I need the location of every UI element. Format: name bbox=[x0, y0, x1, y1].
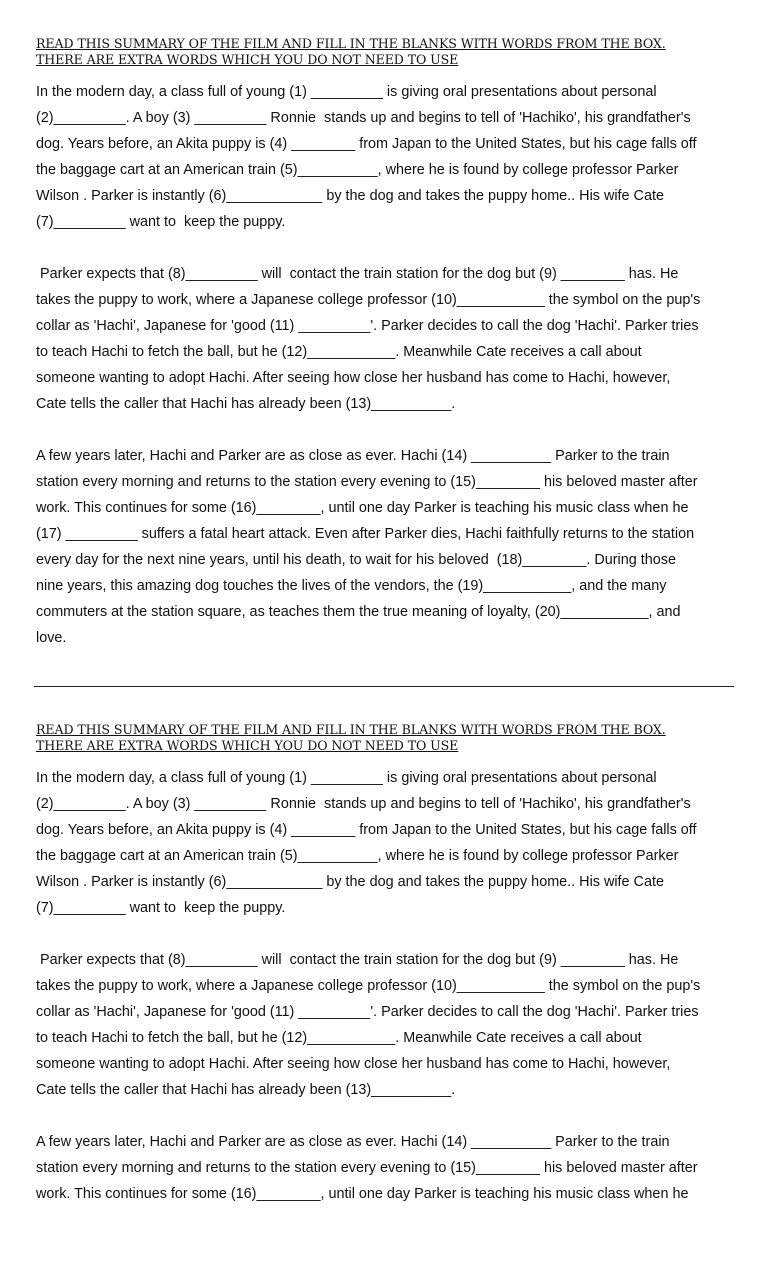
worksheet-section-top bbox=[36, 36, 736, 651]
paragraph-1 bbox=[36, 79, 736, 235]
text-line: (17) _________ suffers a fatal heart attack. Even after Parker dies, Hachi faithfully returns to the station bbox=[36, 526, 695, 542]
paragraph-3 bbox=[36, 443, 736, 651]
text-line: (7)_________ want to keep the puppy. bbox=[36, 900, 286, 916]
text-line: someone wanting to adopt Hachi. After seeing how close her husband has come to Hachi, however, bbox=[36, 1056, 671, 1072]
text-line: Wilson . Parker is instantly (6)____________ by the dog and takes the puppy home.. His wife Cate bbox=[36, 874, 664, 890]
instructions-line: READ THIS SUMMARY OF THE FILM AND FILL IN THE BLANKS WITH WORDS FROM THE BOX. bbox=[36, 722, 666, 737]
text-line: takes the puppy to work, where a Japanese college professor (10)___________ the symbol on the pup's bbox=[36, 978, 701, 994]
text-line: to teach Hachi to fetch the ball, but he (12)___________. Meanwhile Cate receives a call about bbox=[36, 344, 642, 360]
instructions-line: THERE ARE EXTRA WORDS WHICH YOU DO NOT NEED TO USE bbox=[36, 52, 459, 67]
text-line: (7)_________ want to keep the puppy. bbox=[36, 214, 286, 230]
section-divider bbox=[34, 686, 734, 687]
paragraph-gap bbox=[36, 1103, 736, 1129]
text-line: commuters at the station square, as teaches them the true meaning of loyalty, (20)___________, and bbox=[36, 604, 681, 620]
text-line: A few years later, Hachi and Parker are as close as ever. Hachi (14) __________ Parker to the train bbox=[36, 1134, 670, 1150]
text-line: Parker expects that (8)_________ will contact the train station for the dog but (9) ________ has. He bbox=[36, 952, 679, 968]
worksheet-section-bottom bbox=[36, 722, 736, 1207]
text-line: love. bbox=[36, 630, 67, 646]
text-line: Wilson . Parker is instantly (6)____________ by the dog and takes the puppy home.. His wife Cate bbox=[36, 188, 664, 204]
text-line: the baggage cart at an American train (5)__________, where he is found by college professor Parker bbox=[36, 162, 679, 178]
paragraph-2 bbox=[36, 947, 736, 1103]
text-line: (2)_________. A boy (3) _________ Ronnie stands up and begins to tell of 'Hachiko', his grandfather's bbox=[36, 110, 691, 126]
paragraph-2 bbox=[36, 261, 736, 417]
text-line: Cate tells the caller that Hachi has already been (13)__________. bbox=[36, 396, 456, 412]
text-line: every day for the next nine years, until his death, to wait for his beloved (18)________. During those bbox=[36, 552, 676, 568]
text-line: station every morning and returns to the station every evening to (15)________ his beloved master after bbox=[36, 1160, 698, 1176]
text-line: dog. Years before, an Akita puppy is (4) ________ from Japan to the United States, but his cage falls off bbox=[36, 822, 697, 838]
text-line: work. This continues for some (16)________, until one day Parker is teaching his music class when he bbox=[36, 1186, 689, 1202]
text-line: someone wanting to adopt Hachi. After seeing how close her husband has come to Hachi, however, bbox=[36, 370, 671, 386]
paragraph-gap bbox=[36, 921, 736, 947]
text-line: In the modern day, a class full of young (1) _________ is giving oral presentations about personal bbox=[36, 84, 657, 100]
text-line: In the modern day, a class full of young (1) _________ is giving oral presentations about personal bbox=[36, 770, 657, 786]
instructions-line: READ THIS SUMMARY OF THE FILM AND FILL IN THE BLANKS WITH WORDS FROM THE BOX. bbox=[36, 36, 666, 51]
instructions-heading bbox=[36, 722, 736, 754]
paragraph-gap bbox=[36, 235, 736, 261]
text-line: Cate tells the caller that Hachi has already been (13)__________. bbox=[36, 1082, 456, 1098]
text-line: work. This continues for some (16)________, until one day Parker is teaching his music class when he bbox=[36, 500, 689, 516]
paragraph-gap bbox=[36, 417, 736, 443]
instructions-heading bbox=[36, 36, 736, 68]
text-line: the baggage cart at an American train (5)__________, where he is found by college professor Parker bbox=[36, 848, 679, 864]
text-line: collar as 'Hachi', Japanese for 'good (11) _________'. Parker decides to call the dog 'Hachi'. Parker tries bbox=[36, 318, 699, 334]
text-line: dog. Years before, an Akita puppy is (4) ________ from Japan to the United States, but his cage falls off bbox=[36, 136, 697, 152]
paragraph-3 bbox=[36, 1129, 736, 1207]
paragraph-1 bbox=[36, 765, 736, 921]
text-line: nine years, this amazing dog touches the lives of the vendors, the (19)___________, and the many bbox=[36, 578, 667, 594]
text-line: takes the puppy to work, where a Japanese college professor (10)___________ the symbol on the pup's bbox=[36, 292, 701, 308]
instructions-line: THERE ARE EXTRA WORDS WHICH YOU DO NOT NEED TO USE bbox=[36, 738, 459, 753]
text-line: to teach Hachi to fetch the ball, but he (12)___________. Meanwhile Cate receives a call about bbox=[36, 1030, 642, 1046]
text-line: (2)_________. A boy (3) _________ Ronnie stands up and begins to tell of 'Hachiko', his grandfather's bbox=[36, 796, 691, 812]
text-line: Parker expects that (8)_________ will contact the train station for the dog but (9) ________ has. He bbox=[36, 266, 679, 282]
text-line: station every morning and returns to the station every evening to (15)________ his beloved master after bbox=[36, 474, 698, 490]
text-line: A few years later, Hachi and Parker are as close as ever. Hachi (14) __________ Parker to the train bbox=[36, 448, 670, 464]
text-line: collar as 'Hachi', Japanese for 'good (11) _________'. Parker decides to call the dog 'Hachi'. Parker tries bbox=[36, 1004, 699, 1020]
